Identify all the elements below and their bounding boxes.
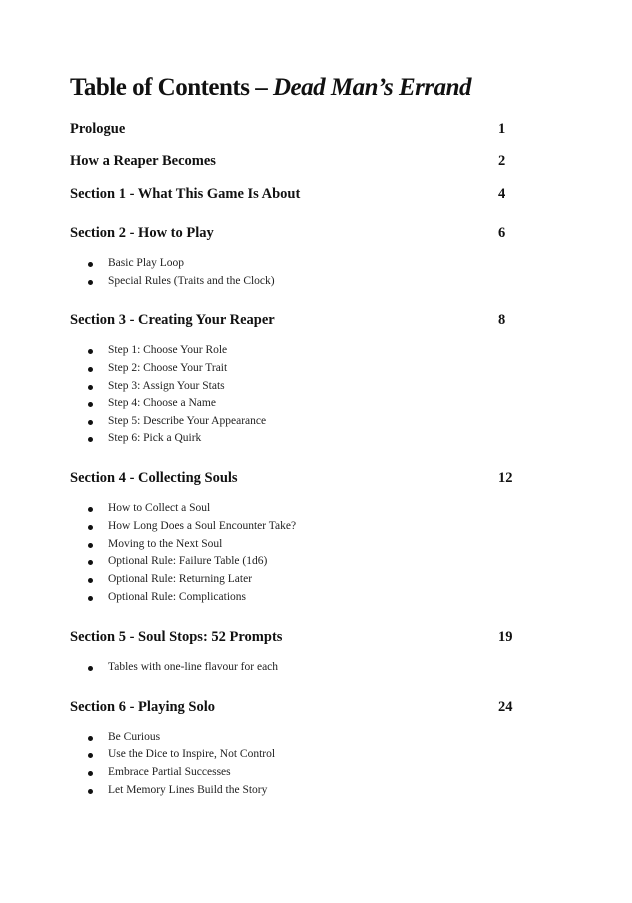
toc-page-number: 12 <box>498 470 513 486</box>
bullet-icon <box>88 560 93 565</box>
bullet-icon <box>88 507 93 512</box>
toc-subitem-label: Tables with one-line flavour for each <box>108 661 279 673</box>
toc-entry-label: Section 2 - How to Play <box>70 225 214 241</box>
toc-entry-section-5[interactable] <box>70 629 513 647</box>
toc-entry-section-2[interactable] <box>70 225 510 243</box>
toc-entry-how-a-reaper-becomes[interactable] <box>70 153 510 171</box>
toc-subitem-label: Optional Rule: Returning Later <box>108 573 253 585</box>
bullet-icon <box>88 736 93 741</box>
toc-page-number: 1 <box>498 121 506 137</box>
toc-subitem-label: Step 2: Choose Your Trait <box>108 362 228 374</box>
bullet-icon <box>88 367 93 372</box>
toc-subitem-label: Step 6: Pick a Quirk <box>108 432 202 444</box>
toc-subitem-label: Embrace Partial Successes <box>108 766 231 778</box>
bullet-icon <box>88 402 93 407</box>
toc-entry-section-3[interactable] <box>70 312 510 330</box>
title-game-name: Dead Man’s Errand <box>273 74 472 101</box>
bullet-icon <box>88 420 93 425</box>
toc-page-number: 6 <box>498 225 506 241</box>
toc-subitem-label: How to Collect a Soul <box>108 502 211 514</box>
bullet-icon <box>88 666 93 671</box>
toc-subitem-label: Step 3: Assign Your Stats <box>108 380 225 392</box>
toc-entry-prologue[interactable] <box>70 121 510 139</box>
bullet-icon <box>88 525 93 530</box>
bullet-icon <box>88 753 93 758</box>
toc-page-number: 24 <box>498 699 513 715</box>
toc-page-number: 4 <box>498 186 506 202</box>
toc-page-number: 2 <box>498 153 506 169</box>
bullet-icon <box>88 578 93 583</box>
toc-entry-section-6[interactable] <box>70 699 513 717</box>
toc-subitem-label: Optional Rule: Failure Table (1d6) <box>108 555 268 567</box>
toc-subitem-label: Step 4: Choose a Name <box>108 397 216 409</box>
toc-page-number: 8 <box>498 312 506 328</box>
page-title <box>70 74 471 102</box>
toc-entry-label: Section 4 - Collecting Souls <box>70 470 238 486</box>
bullet-icon <box>88 596 93 601</box>
bullet-icon <box>88 262 93 267</box>
toc-entry-label: Section 5 - Soul Stops: 52 Prompts <box>70 629 283 645</box>
toc-entry-section-1[interactable] <box>70 186 510 204</box>
toc-subitem-label: Basic Play Loop <box>108 257 185 269</box>
toc-subitem-label: Special Rules (Traits and the Clock) <box>108 275 275 287</box>
bullet-icon <box>88 789 93 794</box>
bullet-icon <box>88 543 93 548</box>
toc-page-number: 19 <box>498 629 513 645</box>
toc-entry-section-4[interactable] <box>70 470 513 488</box>
toc-subitem-label: Be Curious <box>108 731 161 743</box>
toc-entry-label: Section 6 - Playing Solo <box>70 699 216 715</box>
toc-subitem-label: How Long Does a Soul Encounter Take? <box>108 520 297 532</box>
toc-entry-label: Section 1 - What This Game Is About <box>70 186 301 202</box>
bullet-icon <box>88 280 93 285</box>
bullet-icon <box>88 771 93 776</box>
toc-entry-label: Prologue <box>70 121 126 137</box>
toc-subitem-label: Optional Rule: Complications <box>108 591 246 603</box>
toc-entry-label: How a Reaper Becomes <box>70 153 216 169</box>
toc-subitem-label: Moving to the Next Soul <box>108 538 223 550</box>
bullet-icon <box>88 385 93 390</box>
toc-subitem-label: Use the Dice to Inspire, Not Control <box>108 748 276 760</box>
bullet-icon <box>88 349 93 354</box>
toc-subitem-label: Let Memory Lines Build the Story <box>108 784 268 796</box>
title-prefix: Table of Contents – <box>70 74 273 101</box>
toc-subitem-label: Step 1: Choose Your Role <box>108 344 228 356</box>
toc-subitem-label: Step 5: Describe Your Appearance <box>108 415 267 427</box>
bullet-icon <box>88 437 93 442</box>
toc-entry-label: Section 3 - Creating Your Reaper <box>70 312 275 328</box>
